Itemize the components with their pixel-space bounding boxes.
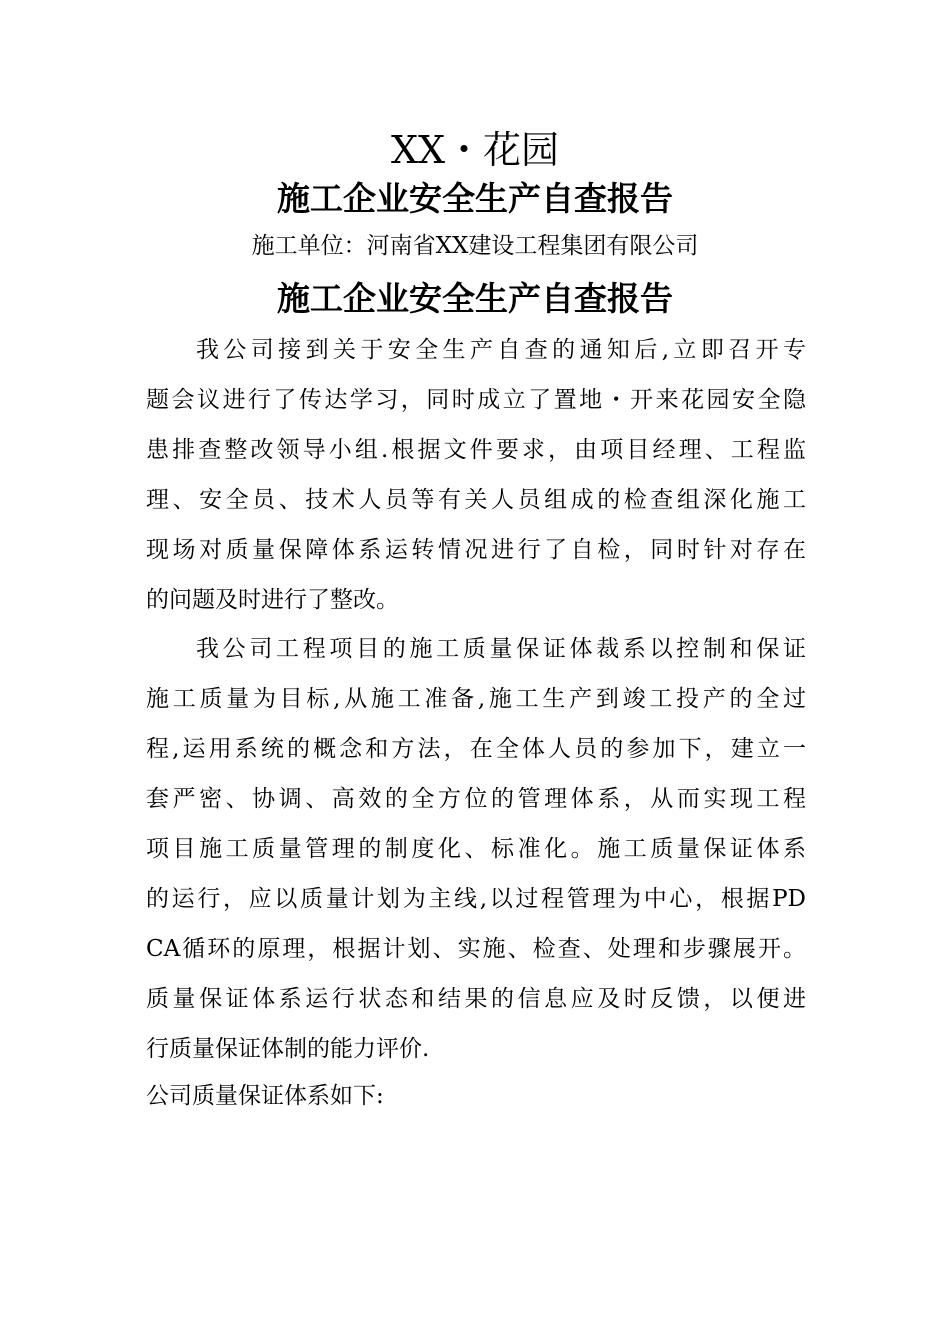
- report-title: 施工企业安全生产自查报告: [277, 179, 673, 218]
- paragraph-line: 项目施工质量管理的制度化、标准化。施工质量保证体系: [146, 836, 806, 862]
- paragraph-line: 的运行，应以质量计划为主线,以过程管理为中心，根据PD: [146, 886, 806, 912]
- paragraph-line: 程,运用系统的概念和方法，在全体人员的参加下，建立一: [146, 736, 806, 762]
- paragraph-line: CA循环的原理，根据计划、实施、检查、处理和步骤展开。: [146, 936, 806, 962]
- paragraph-line: 套严密、协调、高效的全方位的管理体系，从而实现工程: [146, 786, 806, 812]
- paragraph-line: 行质量保证体制的能力评价.: [146, 1036, 430, 1062]
- closing-line: [146, 1071, 806, 1121]
- paragraph-line: 题会议进行了传达学习，同时成立了置地・开来花园安全隐: [146, 387, 806, 413]
- paragraph-line: 我公司接到关于安全生产自查的通知后,立即召开专: [196, 337, 806, 363]
- paragraph-line: 的问题及时进行了整改。: [146, 587, 399, 613]
- paragraph-2: [146, 624, 806, 1074]
- paragraph-line: 我公司工程项目的施工质量保证体裁系以控制和保证: [196, 636, 806, 662]
- paragraph-line: 理、安全员、技术人员等有关人员组成的检查组深化施工: [146, 487, 806, 513]
- project-title: XX・花园: [390, 128, 560, 172]
- closing-text: 公司质量保证体系如下:: [146, 1083, 384, 1109]
- paragraph-line: 现场对质量保障体系运转情况进行了自检，同时针对存在: [146, 537, 806, 563]
- construction-unit: 施工单位：河南省XX建设工程集团有限公司: [251, 233, 699, 259]
- paragraph-line: 施工质量为目标,从施工准备,施工生产到竣工投产的全过: [146, 686, 806, 712]
- paragraph-line: 质量保证体系运行状态和结果的信息应及时反馈，以便进: [146, 986, 806, 1012]
- paragraph-line: 患排查整改领导小组.根据文件要求，由项目经理、工程监: [146, 437, 806, 463]
- report-subtitle: 施工企业安全生产自查报告: [277, 279, 673, 318]
- paragraph-1: [146, 325, 806, 625]
